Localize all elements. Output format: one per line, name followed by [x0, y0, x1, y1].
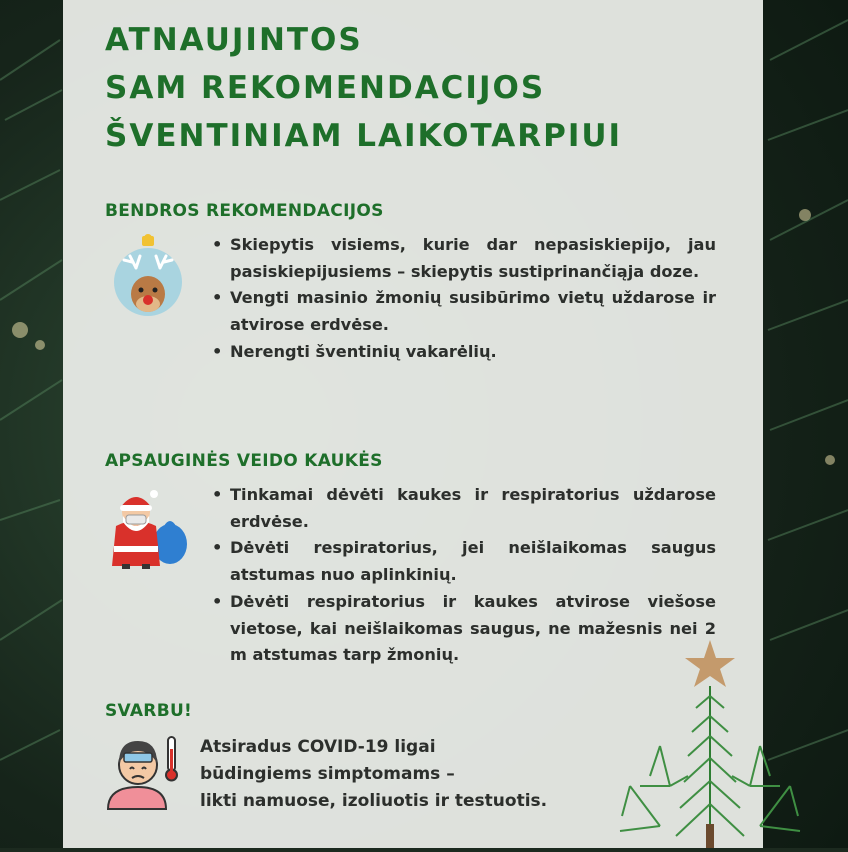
important-line-1: Atsiradus COVID-19 ligai: [200, 737, 436, 757]
general-recommendations-list: [206, 232, 716, 366]
important-heading: SVARBU!: [105, 701, 193, 721]
important-line-3: likti namuose, izoliuotis ir testuotis.: [200, 791, 548, 811]
list-item: • Vengti masinio žmonių susibūrimo vietų uždarose ir atvirose erdvėse.: [206, 285, 716, 338]
christmas-tree-icon: [600, 636, 820, 852]
star-icon: [685, 640, 735, 687]
title-line-3: ŠVENTINIAM LAIKOTARPIUI: [105, 118, 623, 154]
reindeer-ornament-icon: [112, 234, 184, 326]
list-item: • Skiepytis visiems, kurie dar nepasiskiepijo, jau pasiskiepijusiems – skiepytis sustiprinančiąja doze.: [206, 232, 716, 285]
santa-with-mask-icon: [106, 486, 190, 574]
general-recommendations-heading: BENDROS REKOMENDACIJOS: [105, 201, 384, 221]
list-item: • Tinkamai dėvėti kaukes ir respiratorius uždarose erdvėse.: [206, 482, 716, 535]
important-line-2: būdingiems simptomams –: [200, 764, 455, 784]
important-message: [200, 734, 547, 815]
title-line-1: ATNAUJINTOS: [105, 22, 363, 58]
page-title: [105, 16, 622, 160]
list-item: • Dėvėti respiratorius ir kaukes atvirose viešose vietose, kai neišlaikomas saugus, ne mažesnis nei 2 m atstumas tarp žmonių.: [206, 589, 716, 669]
title-line-2: SAM REKOMENDACIJOS: [105, 70, 546, 106]
list-item: • Nerengti šventinių vakarėlių.: [206, 339, 716, 366]
face-masks-heading: APSAUGINĖS VEIDO KAUKĖS: [105, 451, 383, 471]
list-item: • Dėvėti respiratorius, jei neišlaikomas saugus atstumas nuo aplinkinių.: [206, 535, 716, 588]
sick-person-thermometer-icon: [104, 733, 180, 815]
